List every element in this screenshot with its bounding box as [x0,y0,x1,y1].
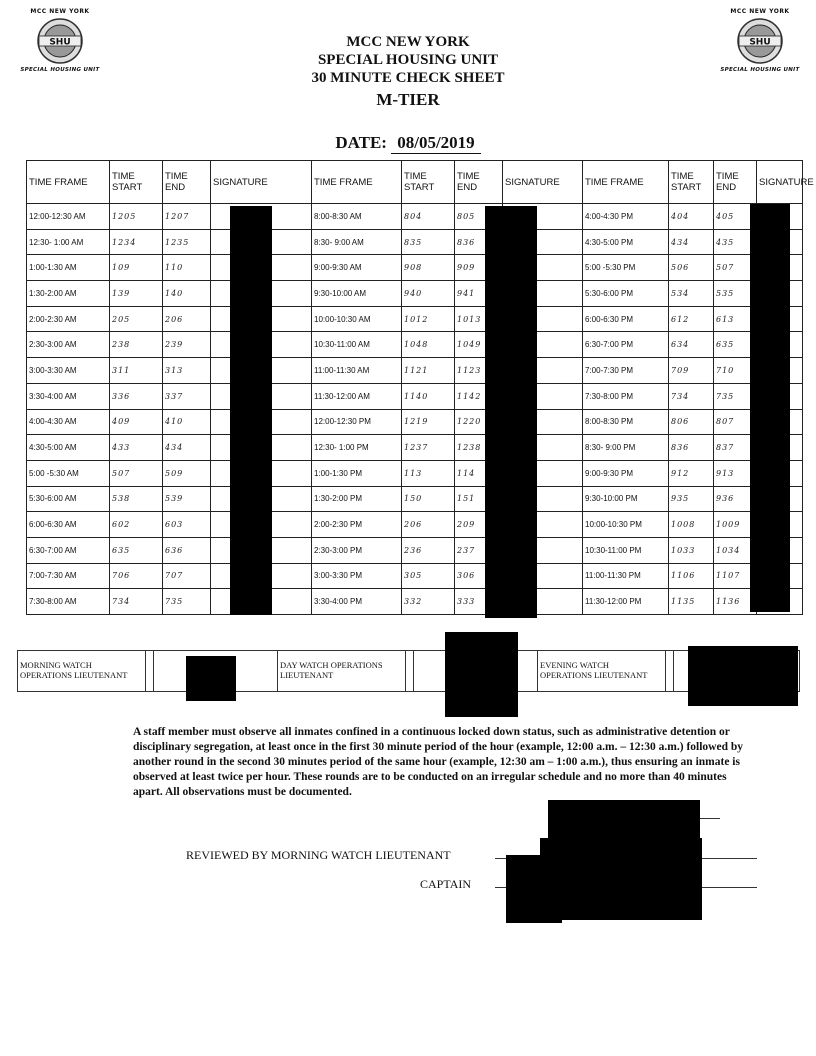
cell-time-frame: 1:00-1:30 PM [312,460,402,486]
table-row [27,435,803,461]
cell-time-frame: 2:00-2:30 AM [27,306,110,332]
cell-time-end: 1136 [714,589,757,615]
col-header-time-end: TIME END [455,161,503,204]
cell-time-start: 612 [669,306,714,332]
cell-time-start: 806 [669,409,714,435]
cell-time-start: 912 [669,460,714,486]
cell-time-start: 305 [402,563,455,589]
cell-time-end: 306 [455,563,503,589]
cell-time-start: 835 [402,229,455,255]
cell-time-start: 1008 [669,512,714,538]
col-header-time-start: TIME START [402,161,455,204]
table-row [27,229,803,255]
cell-time-start: 434 [669,229,714,255]
cell-time-end: 410 [163,409,211,435]
cell-time-frame: 10:00-10:30 AM [312,306,402,332]
cell-time-frame: 5:30-6:00 AM [27,486,110,512]
col-header-signature: SIGNATURE [211,161,312,204]
cell-time-end: 913 [714,460,757,486]
cell-time-start: 205 [110,306,163,332]
cell-time-start: 1048 [402,332,455,358]
cell-time-frame: 10:00-10:30 PM [583,512,669,538]
cell-time-frame: 1:00-1:30 AM [27,255,110,281]
date-line [0,133,816,154]
col-header-time-frame: TIME FRAME [312,161,402,204]
cell-time-frame: 6:30-7:00 PM [583,332,669,358]
table-row [27,358,803,384]
cell-time-frame: 3:30-4:00 PM [312,589,402,615]
cell-time-start: 1012 [402,306,455,332]
cell-time-start: 332 [402,589,455,615]
cell-time-end: 535 [714,281,757,307]
cell-time-end: 805 [455,204,503,230]
col-header-time-end: TIME END [163,161,211,204]
cell-time-frame: 5:00 -5:30 PM [583,255,669,281]
cell-time-end: 1238 [455,435,503,461]
cell-time-frame: 4:00-4:30 AM [27,409,110,435]
cell-time-end: 206 [163,306,211,332]
cell-time-end: 509 [163,460,211,486]
cell-time-end: 313 [163,358,211,384]
cell-time-end: 1107 [714,563,757,589]
cell-time-frame: 12:00-12:30 AM [27,204,110,230]
cell-time-start: 734 [669,383,714,409]
header-unit: SPECIAL HOUSING UNIT [317,52,499,68]
cell-time-end: 1034 [714,537,757,563]
cell-time-frame: 11:30-12:00 PM [583,589,669,615]
col-header-time-start: TIME START [110,161,163,204]
cell-time-start: 1205 [110,204,163,230]
cell-time-start: 1106 [669,563,714,589]
cell-time-frame: 4:30-5:00 AM [27,435,110,461]
cell-time-end: 239 [163,332,211,358]
cell-time-end: 434 [163,435,211,461]
cell-time-frame: 2:00-2:30 PM [312,512,402,538]
cell-time-end: 209 [455,512,503,538]
cell-time-start: 506 [669,255,714,281]
seal-emblem-text: SHU [749,37,771,48]
cell-time-start: 409 [110,409,163,435]
cell-time-frame: 6:00-6:30 PM [583,306,669,332]
watch-spacer [666,651,674,692]
cell-time-frame: 8:00-8:30 PM [583,409,669,435]
table-row [27,332,803,358]
cell-time-start: 935 [669,486,714,512]
cell-time-start: 404 [669,204,714,230]
cell-time-frame: 8:00-8:30 AM [312,204,402,230]
table-row [27,460,803,486]
cell-time-end: 1013 [455,306,503,332]
cell-time-end: 151 [455,486,503,512]
cell-time-end: 635 [714,332,757,358]
cell-time-start: 634 [669,332,714,358]
header-sheet-title: 30 MINUTE CHECK SHEET [311,70,505,86]
reviewed-by-label: REVIEWED BY MORNING WATCH LIEUTENANT [186,848,451,862]
cell-time-start: 433 [110,435,163,461]
cell-time-end: 636 [163,537,211,563]
cell-time-frame: 12:00-12:30 PM [312,409,402,435]
policy-paragraph: A staff member must observe all inmates confined in a continuous locked down status, such as administrative detention or disciplinary segregation, at least once in the first 30 minute period of the hour (example, 12:00 a.m. – 12:30 a.m.) followed by another round in the second 30 minutes period of the same hour (example, 12:30 am – 1:00 a.m.), thus ensuring an inmate is observed at least twice per hour. These rounds are to be conducted on an irregular schedule and no more than 40 minutes apart. All observations must be documented. [133,726,743,798]
cell-time-end: 539 [163,486,211,512]
cell-time-frame: 9:00-9:30 AM [312,255,402,281]
cell-time-end: 707 [163,563,211,589]
cell-time-start: 139 [110,281,163,307]
cell-time-frame: 7:30-8:00 AM [27,589,110,615]
cell-time-frame: 9:30-10:00 PM [583,486,669,512]
cell-time-frame: 3:00-3:30 PM [312,563,402,589]
cell-time-start: 113 [402,460,455,486]
date-label: DATE: [335,133,387,152]
redaction-block [485,206,537,618]
col-header-time-frame: TIME FRAME [583,161,669,204]
cell-time-frame: 10:30-11:00 PM [583,537,669,563]
cell-time-frame: 6:00-6:30 AM [27,512,110,538]
cell-time-frame: 10:30-11:00 AM [312,332,402,358]
table-row [27,306,803,332]
seal-top-text: MCC NEW YORK [730,8,790,15]
col-header-time-end: TIME END [714,161,757,204]
watch-signature-table [17,650,800,692]
cell-time-start: 836 [669,435,714,461]
date-value: 08/05/2019 [391,133,480,154]
cell-time-end: 337 [163,383,211,409]
cell-time-end: 936 [714,486,757,512]
watch-spacer [406,651,414,692]
header-facility: MCC NEW YORK [346,34,470,50]
cell-time-frame: 12:30- 1:00 PM [312,435,402,461]
redaction-block [186,656,236,701]
cell-time-end: 1123 [455,358,503,384]
cell-time-start: 1219 [402,409,455,435]
cell-time-end: 613 [714,306,757,332]
redaction-block [540,838,702,920]
cell-time-start: 1140 [402,383,455,409]
cell-time-frame: 2:30-3:00 AM [27,332,110,358]
table-row [27,563,803,589]
cell-time-end: 237 [455,537,503,563]
cell-time-end: 1142 [455,383,503,409]
captain-label: CAPTAIN [420,877,472,891]
cell-time-frame: 1:30-2:00 PM [312,486,402,512]
cell-time-frame: 7:00-7:30 PM [583,358,669,384]
table-row [27,204,803,230]
seal-emblem-text: SHU [49,37,71,48]
cell-time-frame: 8:30- 9:00 PM [583,435,669,461]
cell-time-end: 909 [455,255,503,281]
cell-time-end: 710 [714,358,757,384]
seal-top-text: MCC NEW YORK [30,8,90,15]
cell-time-start: 336 [110,383,163,409]
cell-time-frame: 3:00-3:30 AM [27,358,110,384]
cell-time-end: 110 [163,255,211,281]
cell-time-end: 333 [455,589,503,615]
cell-time-frame: 5:30-6:00 PM [583,281,669,307]
cell-time-start: 538 [110,486,163,512]
seal-bottom-text: SPECIAL HOUSING UNIT [720,67,800,73]
cell-time-start: 236 [402,537,455,563]
table-row [27,409,803,435]
cell-time-start: 804 [402,204,455,230]
seal-bottom-text: SPECIAL HOUSING UNIT [20,67,100,73]
cell-time-end: 114 [455,460,503,486]
table-row [27,589,803,615]
day-watch-label: DAY WATCH OPERATIONS LIEUTENANT [278,651,406,692]
cell-time-start: 1033 [669,537,714,563]
cell-time-frame: 11:00-11:30 PM [583,563,669,589]
cell-time-start: 238 [110,332,163,358]
cell-time-frame: 11:30-12:00 AM [312,383,402,409]
cell-time-start: 311 [110,358,163,384]
cell-time-start: 507 [110,460,163,486]
evening-watch-label: EVENING WATCH OPERATIONS LIEUTENANT [538,651,666,692]
cell-time-frame: 1:30-2:00 AM [27,281,110,307]
cell-time-start: 1135 [669,589,714,615]
cell-time-end: 1220 [455,409,503,435]
cell-time-end: 1009 [714,512,757,538]
cell-time-start: 635 [110,537,163,563]
cell-time-start: 734 [110,589,163,615]
table-row [27,537,803,563]
cell-time-frame: 5:00 -5:30 AM [27,460,110,486]
table-row [27,486,803,512]
col-header-time-start: TIME START [669,161,714,204]
cell-time-start: 109 [110,255,163,281]
redaction-block [548,800,700,840]
cell-time-frame: 4:00-4:30 PM [583,204,669,230]
cell-time-end: 1235 [163,229,211,255]
cell-time-end: 435 [714,229,757,255]
cell-time-end: 603 [163,512,211,538]
watch-spacer [146,651,154,692]
cell-time-end: 735 [163,589,211,615]
cell-time-frame: 8:30- 9:00 AM [312,229,402,255]
check-sheet-table [26,160,814,615]
cell-time-end: 1207 [163,204,211,230]
table-row [27,383,803,409]
cell-time-end: 807 [714,409,757,435]
cell-time-end: 735 [714,383,757,409]
cell-time-start: 602 [110,512,163,538]
cell-time-frame: 2:30-3:00 PM [312,537,402,563]
table-header-row [27,161,803,204]
cell-time-frame: 3:30-4:00 AM [27,383,110,409]
col-header-time-frame: TIME FRAME [27,161,110,204]
table-row [27,512,803,538]
cell-time-frame: 9:30-10:00 AM [312,281,402,307]
cell-time-frame: 9:00-9:30 PM [583,460,669,486]
cell-time-start: 706 [110,563,163,589]
cell-time-frame: 11:00-11:30 AM [312,358,402,384]
cell-time-start: 908 [402,255,455,281]
cell-time-end: 837 [714,435,757,461]
cell-time-frame: 6:30-7:00 AM [27,537,110,563]
cell-time-start: 940 [402,281,455,307]
cell-time-start: 709 [669,358,714,384]
cell-time-frame: 7:30-8:00 PM [583,383,669,409]
cell-time-end: 941 [455,281,503,307]
cell-time-start: 1237 [402,435,455,461]
header-tier: M-TIER [376,90,440,109]
morning-watch-label: MORNING WATCH OPERATIONS LIEUTENANT [18,651,146,692]
redaction-block [688,646,798,706]
cell-time-end: 405 [714,204,757,230]
cell-time-start: 1121 [402,358,455,384]
cell-time-start: 206 [402,512,455,538]
col-header-signature: SIGNATURE [757,161,803,204]
table-row [27,255,803,281]
redaction-block [750,204,790,612]
col-header-signature: SIGNATURE [503,161,583,204]
cell-time-end: 140 [163,281,211,307]
cell-time-end: 1049 [455,332,503,358]
cell-time-frame: 4:30-5:00 PM [583,229,669,255]
table-row [27,281,803,307]
redaction-block [445,632,518,717]
cell-time-frame: 7:00-7:30 AM [27,563,110,589]
redaction-block [230,206,272,615]
cell-time-start: 150 [402,486,455,512]
cell-time-frame: 12:30- 1:00 AM [27,229,110,255]
cell-time-end: 507 [714,255,757,281]
cell-time-start: 534 [669,281,714,307]
cell-time-start: 1234 [110,229,163,255]
redaction-block [506,855,562,923]
cell-time-end: 836 [455,229,503,255]
